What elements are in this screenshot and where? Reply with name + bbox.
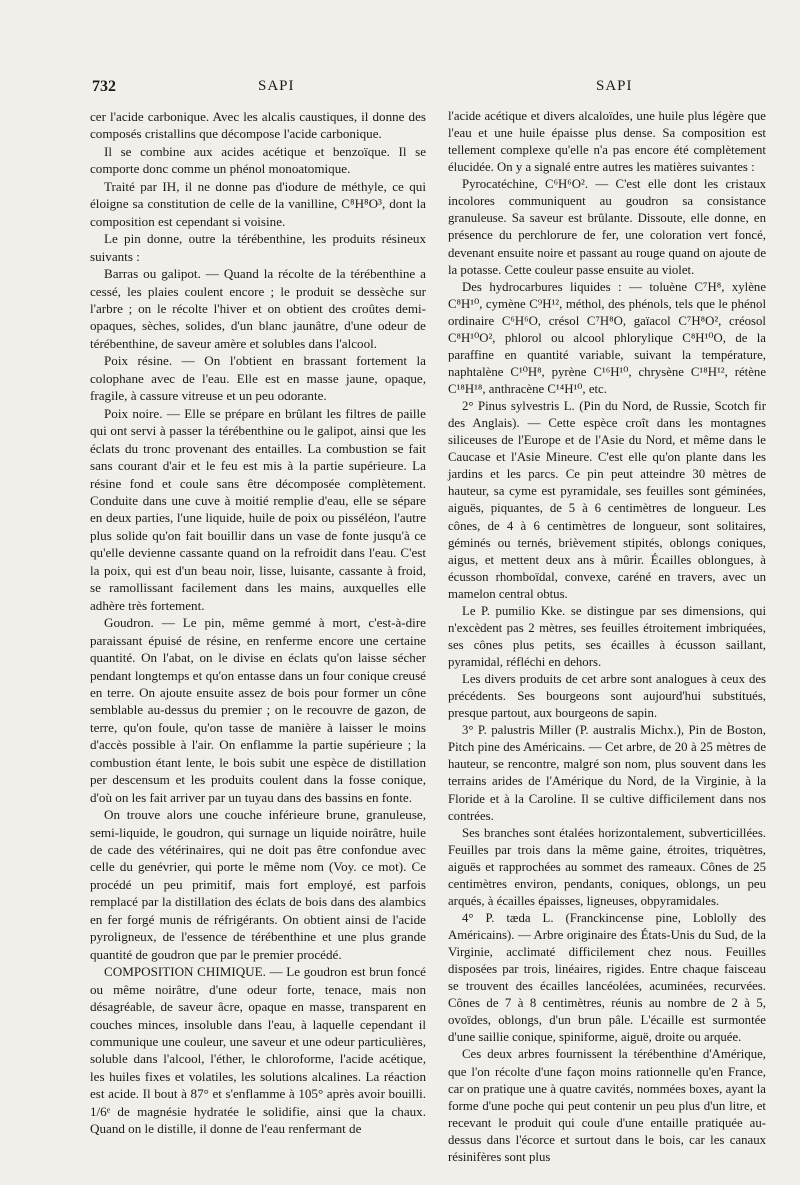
paragraph: Barras ou galipot. — Quand la récolte de la térébenthine a cessé, les plaies coulent encore ; le produit se dessèche sur l'arbre ; on le récolte l'hiver et on obtient des croûtes demi-opaques, sèches, solides, d'un blanc jaunâtre, d'une odeur de térébenthine, de saveur amère et solubles dans l'alcool. xyxy=(90,266,426,351)
page-header xyxy=(0,78,800,100)
paragraph: Le pin donne, outre la térébenthine, les produits résineux suivants : xyxy=(90,231,426,264)
paragraph: Des hydrocarbures liquides : — toluène C⁷H⁸, xylène C⁸H¹⁰, cymène C⁹H¹², méthol, des phénols, tels que le phénol ordinaire C⁶H⁶O, crésol C⁷H⁸O, gaïacol C⁷H⁸O², créosol C⁸H¹⁰O², phlorol ou alcool phlorylique C⁸H¹⁰O, de la paraffine en quantité variable, suivant la température, naphtalène C¹⁰H⁸, pyrène C¹⁶H¹⁰, chrysène C¹⁸H¹², rétène C¹⁸H¹⁸, anthracène C¹⁴H¹⁰, etc. xyxy=(448,279,766,396)
paragraph: Traité par IH, il ne donne pas d'iodure de méthyle, ce qui éloigne sa constitution de celle de la vanilline, C⁸H⁸O³, dont la composition est cependant si voisine. xyxy=(90,178,426,229)
paragraph: Goudron. — Le pin, même gemmé à mort, c'est-à-dire paraissant épuisé de résine, en renferme encore une certaine quantité. On l'abat, on le divise en éclats qu'on laisse sécher pendant longtemps et qu'on entasse dans un four conique creusé en terre. On ajoute ensuite assez de bois pour former un cône semblable au-dessus du premier ; on le recouvre de gazon, de terre, qu'on foule, qu'on tasse de manière à laisser le moins d'accès possible à l'air. On enflamme la partie supérieure ; la combustion étant lente, le bois subit une espèce de distillation per descensum et les produits coulent dans la fosse conique, d'où on les fait arriver par un tuyau dans des bassins en fonte. xyxy=(90,615,426,805)
paragraph: Ces deux arbres fournissent la térébenthine d'Amérique, que l'on récolte d'une façon moins rationnelle qu'en France, car on pratique une à quatre cavités, nommées boxes, ayant la forme d'une poche qui peut contenir un peu plus d'un litre, et recevant le produit qui coule d'une entaille pratiquée au-dessus dans l'écorce et surtout dans le bois, car les canaux résinifères sont plus xyxy=(448,1047,766,1164)
paragraph: Pyrocatéchine, C⁶H⁶O². — C'est elle dont les cristaux incolores communiquent au goudron sa consistance granuleuse. Sa saveur est brûlante. Dissoute, elle donne, en présence du perchlorure de fer, une coloration vert foncé, devenant ensuite noire et passant au rouge quand on ajoute de la potasse. Cette couleur passe ensuite au violet. xyxy=(448,177,766,277)
paragraph: 4° P. tæda L. (Franckincense pine, Loblolly des Américains). — Arbre originaire des États-Unis du Sud, de la Virginie, acclimaté difficilement chez nous. Feuilles disposées par trois, linéaires, rigides. Entre chaque faisceau se trouvent des écailles lancéolées, acuminées, recurvées. Cônes de 7 à 8 centimètres, réunis au nombre de 2 à 5, ovoïdes, oblongs, d'un brun pâle. L'écaille est surmontée d'une saillie conique, spiniforme, aiguë, droite ou arquée. xyxy=(448,910,766,1045)
paragraph: Le P. pumilio Kke. se distingue par ses dimensions, qui n'excèdent pas 2 mètres, ses feuilles étroitement imbriquées, ses cônes plus petits, ses écailles à écusson saillant, pyramidal, réfléchi en dehors. xyxy=(448,603,766,669)
paragraph: l'acide acétique et divers alcaloïdes, une huile plus légère que l'eau et une huile épaisse plus dense. Sa composition est tellement complexe qu'elle n'a pas encore été complètement élucidée. On y a signalé entre autres les matières suivantes : xyxy=(448,109,766,175)
paragraph: Ses branches sont étalées horizontalement, subverticillées. Feuilles par trois dans la même gaine, étroites, triquètres, aiguës et rapprochées au sommet des rameaux. Cônes de 25 centimètres environ, pendants, coniques, oblongs, un peu arqués, à écailles épaisses, ligneuses, obpyramidales. xyxy=(448,825,766,908)
paragraph: Les divers produits de cet arbre sont analogues à ceux des précédents. Ses bourgeons sont aujourd'hui substitués, presque partout, aux bourgeons de sapin. xyxy=(448,672,766,721)
running-head-left: SAPI xyxy=(258,78,295,94)
right-column xyxy=(448,108,766,1166)
paragraph: Poix résine. — On l'obtient en brassant fortement la colophane avec de l'eau. Elle est en masse jaune, opaque, fragile, à cassure vitreuse et un peu odorante. xyxy=(90,353,426,404)
paragraph: 2° Pinus sylvestris L. (Pin du Nord, de Russie, Scotch fir des Anglais). — Cette espèce croît dans les montagnes siliceuses de l'Europe et de l'Asie du Nord, et même dans le Caucase et l'Asie Mineure. C'est elle qu'on plante dans les jardins et les parcs. Ce pin peut atteindre 30 mètres de hauteur, sa cyme est pyramidale, ses feuilles sont géminées, aiguës, piquantes, de 5 à 6 centimètres de longueur. Les cônes, de 4 à 6 centimètres de longueur, sont solitaires, géminés ou ternés, brièvement stipités, oblongs coniques, aigus, et mettent deux ans à mûrir. Écailles oblongues, à écusson rhomboïdal, convexe, caréné en travers, avec un mamelon central obtus. xyxy=(448,399,766,601)
paragraph: 3° P. palustris Miller (P. australis Michx.), Pin de Boston, Pitch pine des Américains. — Cet arbre, de 20 à 25 mètres de hauteur, se rencontre, malgré son nom, plus souvent dans les terrains arides de l'Amérique du Nord, de la Virginie, à la Floride et à la Caroline. Il se cultive difficilement dans nos contrées. xyxy=(448,723,766,823)
paragraph: On trouve alors une couche inférieure brune, granuleuse, semi-liquide, le goudron, qui surnage un liquide noirâtre, huile de cade des vétérinaires, qui ne doit pas être confondue avec celle du genévrier, qui porte le même nom (Voy. ce mot). Ce procédé un peu primitif, mais fort employé, est parfois remplacé par la distillation des éclats de bois dans des alambics en fer forgé munis de réfrigérants. On obtient ainsi de l'acide pyroligneux, de l'essence de térébenthine et une plus grande quantité de goudron que par le premier procédé. xyxy=(90,807,426,962)
paragraph: cer l'acide carbonique. Avec les alcalis caustiques, il donne des composés cristallins que décompose l'acide carbonique. xyxy=(90,109,426,142)
page-number: 732 xyxy=(92,78,116,95)
paragraph: COMPOSITION CHIMIQUE. — Le goudron est brun foncé ou même noirâtre, d'une odeur forte, tenace, mais non désagréable, de saveur âcre, opaque en masse, transparent en couches minces, insoluble dans l'eau, à laquelle cependant il communique une couleur, une saveur et une odeur particulières, soluble dans l'alcool, l'éther, le chloroforme, l'acide acétique, les huiles fixes et volatiles, les solutions alcalines. La réaction est acide. Il bout à 87° et s'enflamme à 105° après avoir bouilli. 1/6ᵉ de magnésie hydratée le solidifie, ainsi que la chaux. Quand on le distille, il donne de l'eau renfermant de xyxy=(90,964,426,1137)
paragraph: Poix noire. — Elle se prépare en brûlant les filtres de paille qui ont servi à passer la térébenthine ou le galipot, ainsi que les éclats du tronc provenant des entailles. La combustion se fait sans courant d'air et le feu est mis à la partie supérieure. La résine fond et coule sans être décomposée complètement. Conduite dans une cuve à moitié remplie d'eau, elle se sépare en deux parties, l'une liquide, huile de poix ou pisséléon, l'autre plus solide qu'on fait bouillir dans un vase de fonte jusqu'à ce qu'elle devienne cassante quand on la refroidit dans l'eau. C'est la poix, qui est d'un beau noir, lisse, luisante, cassante à froid, se ramollissant facilement dans les mains, auxquelles elle adhère très fortement. xyxy=(90,405,426,613)
running-head-right: SAPI xyxy=(596,78,633,94)
paragraph: Il se combine aux acides acétique et benzoïque. Il se comporte donc comme un phénol monoatomique. xyxy=(90,143,426,177)
left-column xyxy=(90,108,426,1138)
